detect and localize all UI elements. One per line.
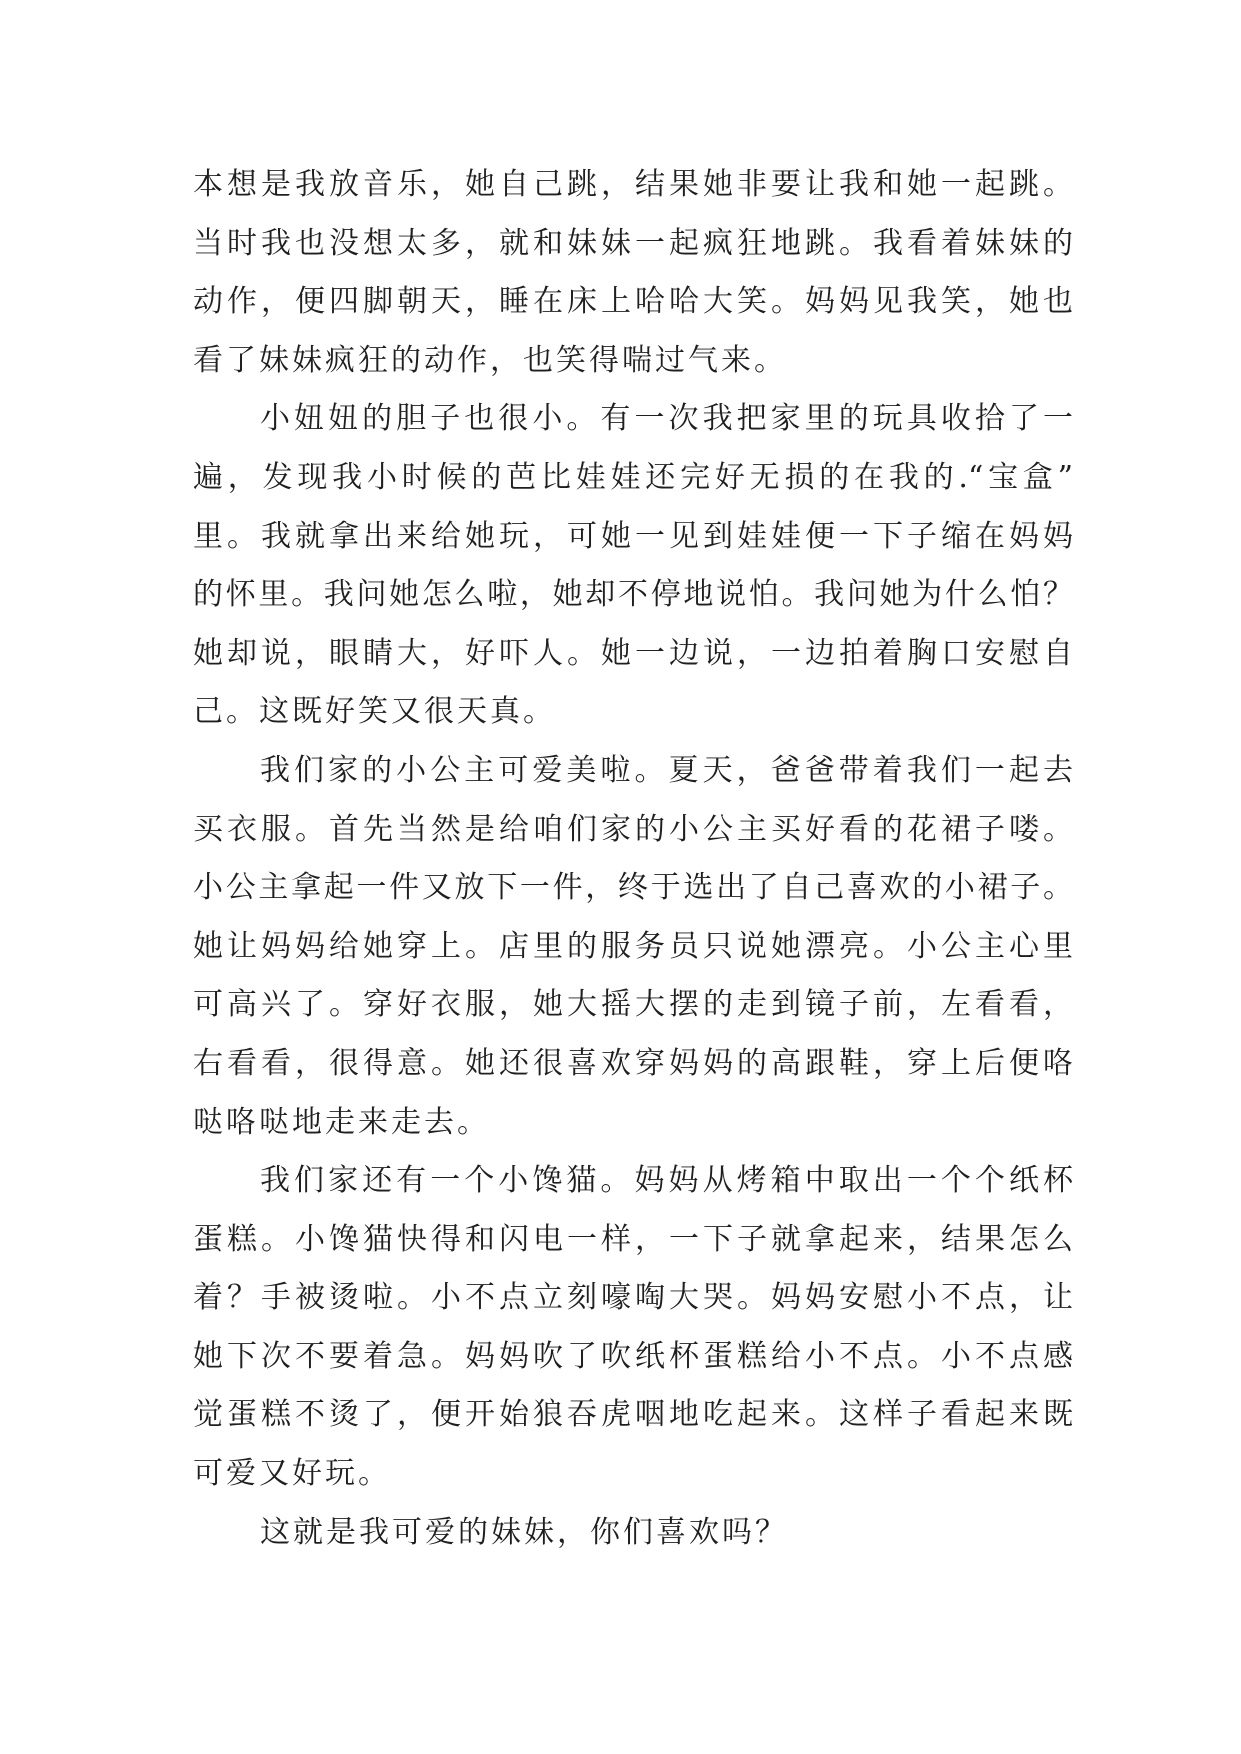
text-line: 小公主拿起一件又放下一件，终于选出了自己喜欢的小裙子。: [193, 870, 1073, 906]
text-line: 买衣服。首先当然是给咱们家的小公主买好看的花裙子喽。: [193, 811, 1073, 847]
text-line: 看了妹妹疯狂的动作，也笑得喘过气来。: [193, 342, 787, 378]
text-line: 当时我也没想太多，就和妹妹一起疯狂地跳。我看着妹妹的: [193, 225, 1073, 261]
text-line: 可爱又好玩。: [193, 1456, 391, 1492]
text-line: 我们家还有一个小馋猫。妈妈从烤箱中取出一个个纸杯: [260, 1163, 1073, 1199]
paragraph: [193, 390, 1073, 742]
text-line: 我们家的小公主可爱美啦。夏天，爸爸带着我们一起去: [260, 752, 1073, 788]
text-line: 的怀里。我问她怎么啦，她却不停地说怕。我问她为什么怕？: [193, 577, 1073, 613]
text-line: 动作，便四脚朝天，睡在床上哈哈大笑。妈妈见我笑，她也: [193, 284, 1073, 320]
text-line: 哒咯哒地走来走去。: [193, 1104, 490, 1140]
text-line: 她却说，眼睛大，好吓人。她一边说，一边拍着胸口安慰自: [193, 635, 1073, 671]
text-line: 她让妈妈给她穿上。店里的服务员只说她漂亮。小公主心里: [193, 928, 1073, 964]
paragraph: [193, 1152, 1073, 1504]
text-line: 蛋糕。小馋猫快得和闪电一样，一下子就拿起来，结果怎么: [193, 1221, 1073, 1257]
document-body: [193, 156, 1073, 1562]
paragraph: [193, 156, 1073, 390]
text-line: 己。这既好笑又很天真。: [193, 694, 556, 730]
text-line: 她下次不要着急。妈妈吹了吹纸杯蛋糕给小不点。小不点感: [193, 1338, 1073, 1374]
text-line: 这就是我可爱的妹妹，你们喜欢吗？: [260, 1514, 788, 1550]
paragraph: [193, 1504, 1073, 1563]
text-line: 觉蛋糕不烫了，便开始狼吞虎咽地吃起来。这样子看起来既: [193, 1397, 1073, 1433]
text-line: 着？手被烫啦。小不点立刻嚎啕大哭。妈妈安慰小不点，让: [193, 1280, 1073, 1316]
text-line: 本想是我放音乐，她自己跳，结果她非要让我和她一起跳。: [193, 167, 1073, 202]
paragraph: [193, 742, 1073, 1152]
text-line: 小妞妞的胆子也很小。有一次我把家里的玩具收拾了一: [260, 401, 1073, 437]
text-line: 可高兴了。穿好衣服，她大摇大摆的走到镜子前，左看看，: [193, 987, 1073, 1023]
text-line: 遍，发现我小时候的芭比娃娃还完好无损的在我的.“宝盒”: [193, 459, 1073, 495]
text-line: 右看看，很得意。她还很喜欢穿妈妈的高跟鞋，穿上后便咯: [193, 1045, 1073, 1081]
text-line: 里。我就拿出来给她玩，可她一见到娃娃便一下子缩在妈妈: [193, 518, 1073, 554]
